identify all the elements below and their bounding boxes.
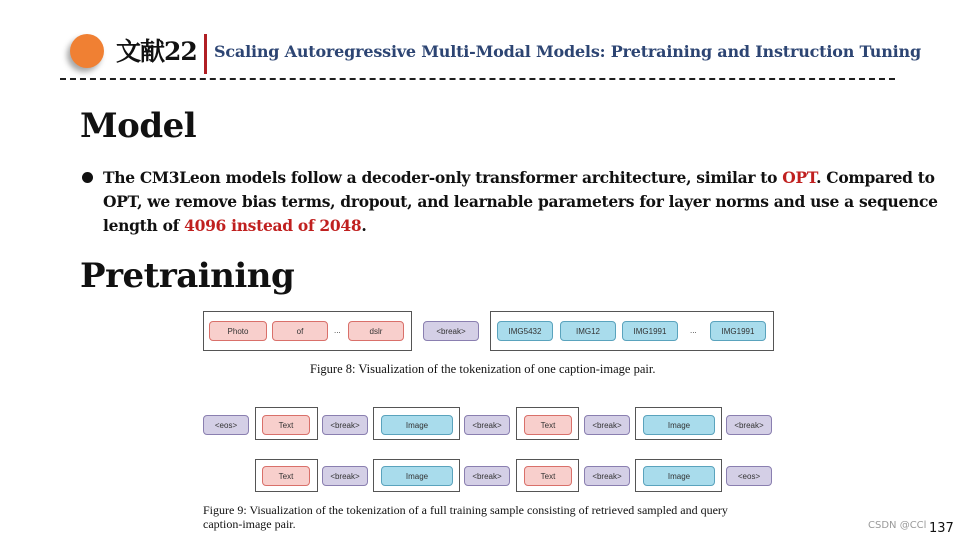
fig8-token-dslr: dslr (348, 321, 404, 341)
fig8-caption: Figure 8: Visualization of the tokenization of one caption-image pair. (310, 362, 656, 376)
page-number: 137 (929, 521, 954, 536)
fig8-token-break: <break> (423, 321, 479, 341)
header-label: 文献22 (116, 37, 197, 66)
fig9-r1-eos: <eos> (203, 415, 249, 435)
fig9-r1-image-2: Image (643, 415, 715, 435)
para-part1: The CM3Leon models follow a decoder-only transformer architecture, similar to (103, 168, 783, 187)
fig9-caption-line2: caption-image pair. (203, 517, 296, 531)
fig9-caption-line1: Figure 9: Visualization of the tokenization of a full training sample consisting of retrieved sampled and query (203, 503, 728, 517)
fig9-r1-break-3: <break> (584, 415, 630, 435)
fig8-token-of: of (272, 321, 328, 341)
fig9-r1-break-2: <break> (464, 415, 510, 435)
header-orange-dot (70, 34, 104, 68)
heading-pretraining: Pretraining (80, 256, 295, 296)
header-dashed-rule (60, 78, 895, 80)
fig8-ellipsis-2: ... (690, 326, 697, 335)
fig9-r1-text-2: Text (524, 415, 572, 435)
fig9-r1-break-end: <break> (726, 415, 772, 435)
fig9-r2-break-1: <break> (322, 466, 368, 486)
fig9-r1-text-1: Text (262, 415, 310, 435)
fig9-r2-image-1: Image (381, 466, 453, 486)
csdn-watermark: CSDN @CCl (868, 520, 927, 531)
para-part3: . (361, 216, 367, 235)
fig9-r2-image-2: Image (643, 466, 715, 486)
fig9-r2-eos: <eos> (726, 466, 772, 486)
bullet-dot (82, 172, 93, 183)
para-part2: . Compared to OPT, we remove bias terms, dropout, and learnable parameters for layer norms and use a sequence length of (103, 168, 938, 235)
fig8-token-img12: IMG12 (560, 321, 616, 341)
fig8-token-photo: Photo (209, 321, 267, 341)
fig9-r1-image-1: Image (381, 415, 453, 435)
fig9-r1-break-1: <break> (322, 415, 368, 435)
heading-model: Model (80, 106, 197, 146)
fig9-r2-text-2: Text (524, 466, 572, 486)
fig9-r2-text-1: Text (262, 466, 310, 486)
header-divider (204, 34, 207, 74)
model-paragraph (103, 166, 953, 238)
fig9-r2-break-3: <break> (584, 466, 630, 486)
fig8-token-img1991-a: IMG1991 (622, 321, 678, 341)
para-opt-highlight: OPT (782, 168, 817, 187)
fig8-token-img1991-b: IMG1991 (710, 321, 766, 341)
fig9-r2-break-2: <break> (464, 466, 510, 486)
header-title: Scaling Autoregressive Multi-Modal Models: Pretraining and Instruction Tuning (214, 42, 921, 61)
para-seq-highlight: 4096 instead of 2048 (184, 216, 362, 235)
fig8-ellipsis-1: ... (334, 326, 341, 335)
fig8-token-img5432: IMG5432 (497, 321, 553, 341)
